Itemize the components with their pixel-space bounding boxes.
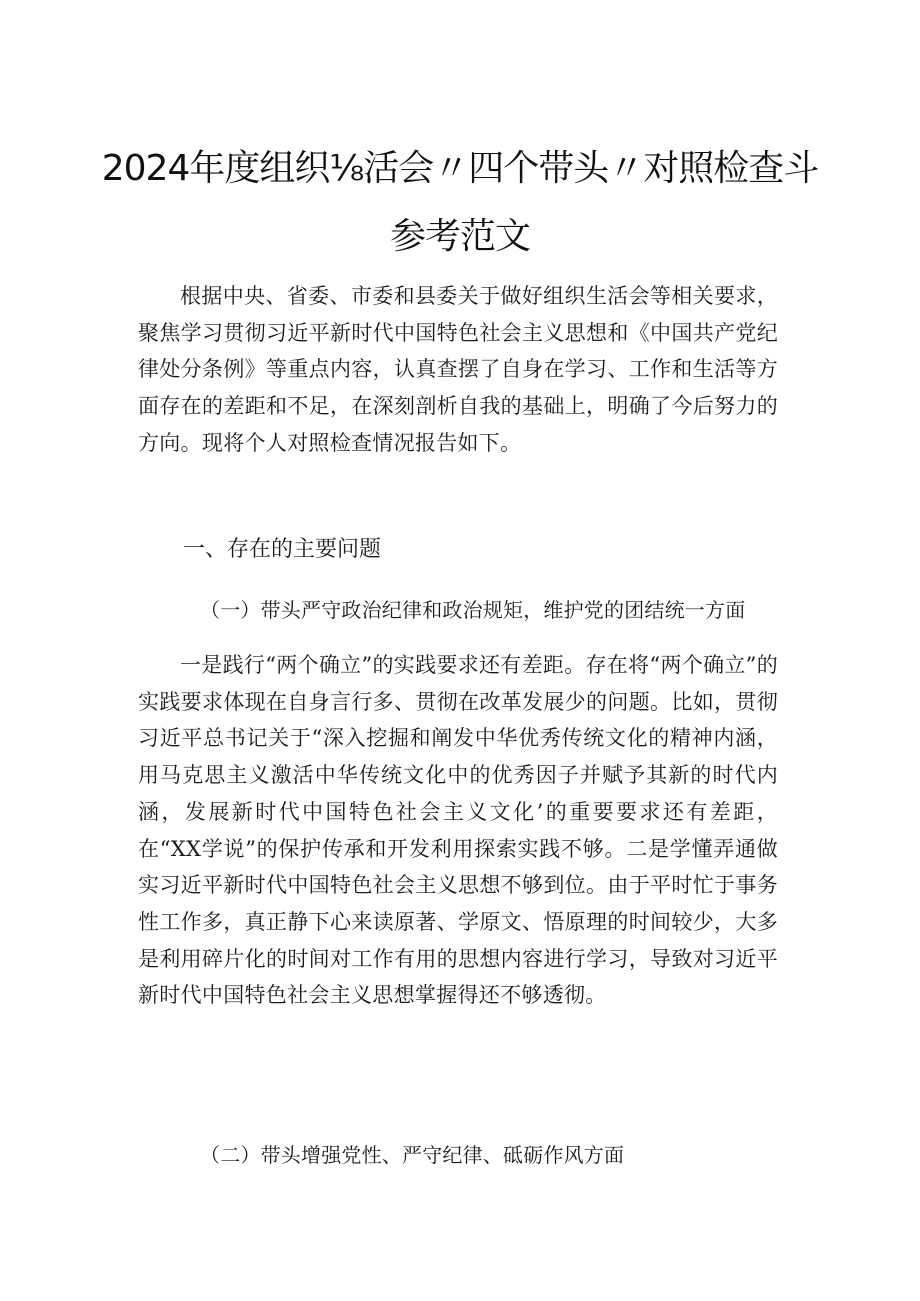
document-title-line-1: 2024年度组织⅛活会〃四个带头〃对照检查斗 xyxy=(101,148,819,189)
document-title-line-2: 参考范文 xyxy=(389,216,530,257)
subsection-1-paragraph: 一是践行“两个确立”的实践要求还有差距。存在将“两个确立”的实践要求体现在自身言行多、贯彻在改革发展少的问题。比如，贯彻习近平总书记关于“深入挖掘和阐发中华优秀传统文化的精神内涵，用马克思主义激活中华传统文化中的优秀因子并赋予其新的时代内涵，发展新时代中国特色社会主义文化’的重要要求还有差距，在“XX学说”的保护传承和开发利用探索实践不够。二是学懂弄通做实习近平新时代中国特色社会主义思想不够到位。由于平时忙于事务性工作多，真正静下心来读原著、学原文、悟原理的时间较少，大多是利用碎片化的时间对工作有用的思想内容进行学习，导致对习近平新时代中国特色社会主义思想掌握得还不够透彻。 xyxy=(138,653,778,1008)
section-heading-main-problems: 一、存在的主要问题 xyxy=(183,537,382,562)
subsection-heading-1: （一）带头严守政治纪律和政治规矩，维护党的团结统一方面 xyxy=(200,598,746,622)
intro-paragraph: 根据中央、省委、市委和县委关于做好组织生活会等相关要求，聚焦学习贯彻习近平新时代中国特色社会主义思想和《中国共产党纪律处分条例》等重点内容，认真查摆了自身在学习、工作和生活等方面存在的差距和不足，在深刻剖析自我的基础上，明确了今后努力的方向。现将个人对照检查情况报告如下。 xyxy=(138,284,778,455)
subsection-heading-2: （二）带头增强党性、严守纪律、砥砺作风方面 xyxy=(200,1143,625,1167)
